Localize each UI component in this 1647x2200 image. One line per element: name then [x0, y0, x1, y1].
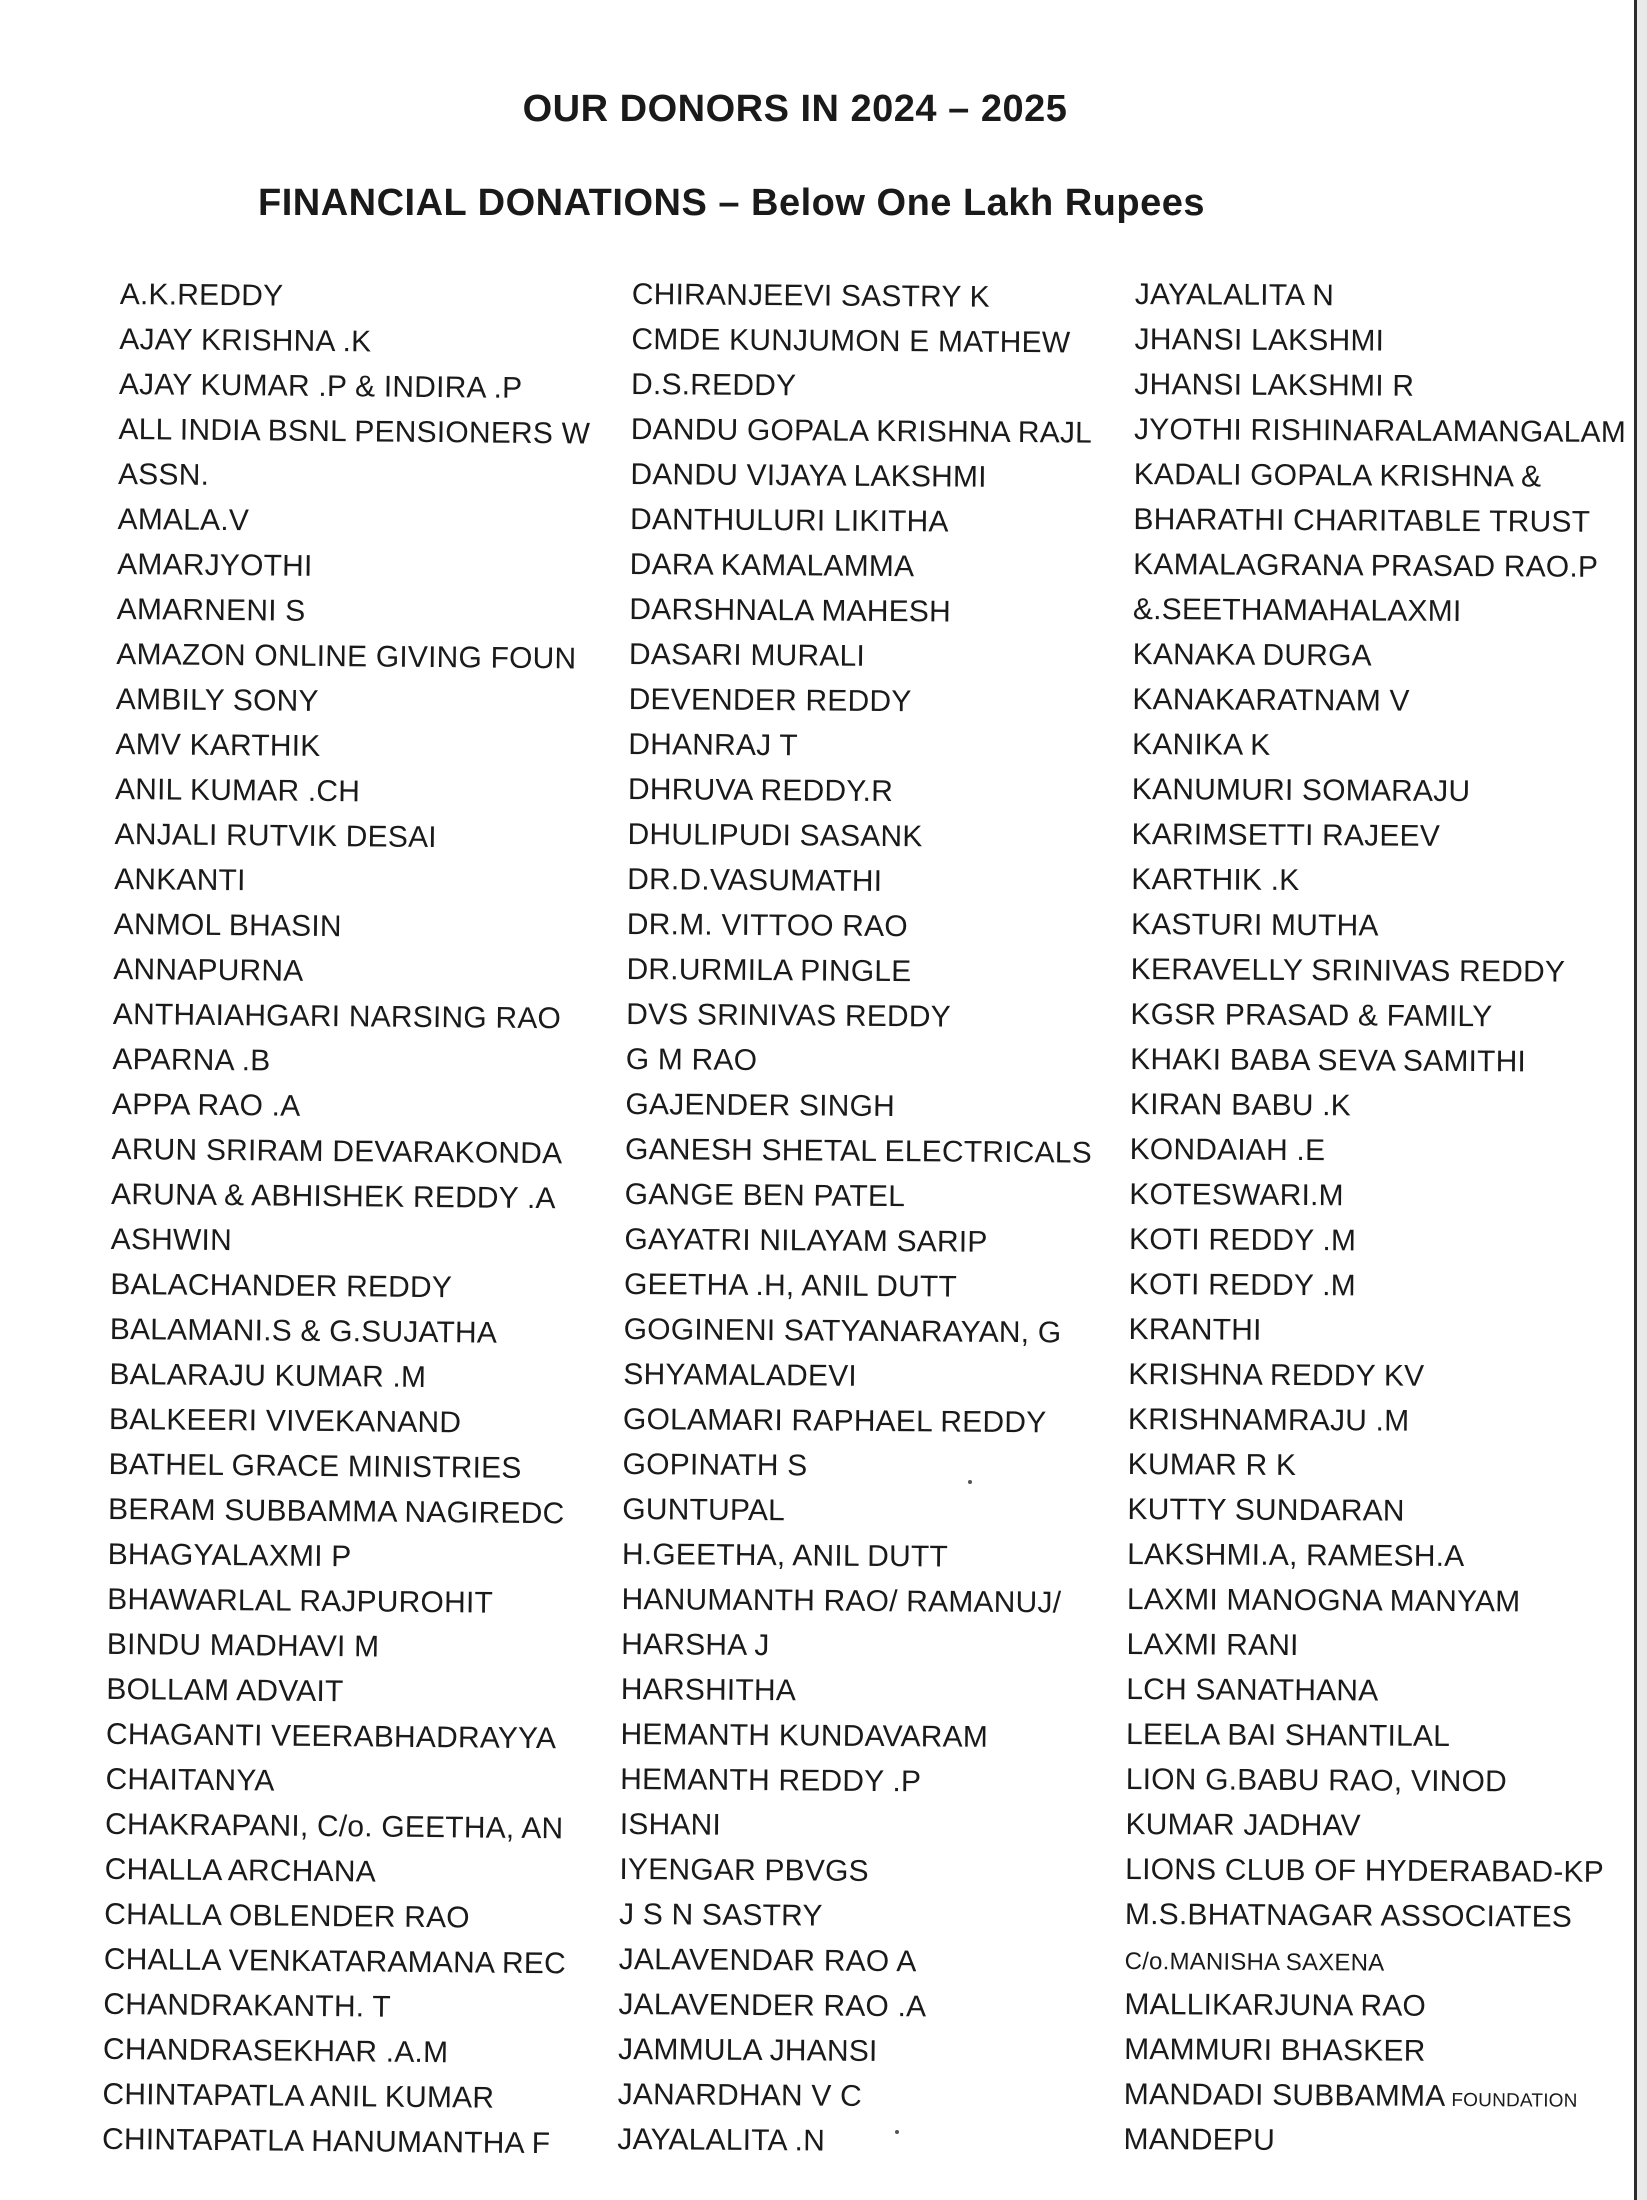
donor-name — [106, 1667, 584, 1717]
scan-speck — [895, 2130, 899, 2134]
donor-name — [626, 992, 1096, 1041]
donor-name — [1131, 812, 1623, 860]
donor-name — [618, 1982, 1088, 2031]
donor-name-text: G M RAO — [625, 1042, 758, 1078]
donor-name-text: HARSHITHA — [620, 1672, 797, 1708]
donor-name — [619, 1847, 1089, 1896]
page-edge-line — [1634, 0, 1637, 2200]
donor-name — [624, 1217, 1094, 1266]
donor-name — [119, 362, 597, 412]
donor-name-text: KRISHNAMRAJU .M — [1127, 1402, 1410, 1438]
donor-name-text: DHRUVA REDDY.R — [627, 772, 894, 809]
donor-name — [622, 1487, 1092, 1536]
donor-name — [628, 677, 1098, 726]
donor-name — [1134, 407, 1626, 455]
donor-name — [1133, 497, 1625, 545]
donor-name-text: ANIL KUMAR .CH — [114, 772, 361, 809]
donor-name — [114, 902, 592, 952]
donor-name — [618, 2027, 1088, 2076]
donor-name — [111, 1127, 589, 1177]
donor-name-text: DANDU GOPALA KRISHNA RAJL — [630, 412, 1093, 450]
donor-name-text: HEMANTH KUNDAVARAM — [620, 1717, 989, 1754]
donor-name-text: LAXMI RANI — [1126, 1627, 1299, 1663]
donor-name — [625, 1082, 1095, 1131]
donor-name-text: KASTURI MUTHA — [1130, 907, 1379, 943]
donor-name — [1127, 1577, 1619, 1625]
donor-name-text: H.GEETHA, ANIL DUTT — [621, 1537, 949, 1574]
donor-name-text: LAKSHMI.A, RAMESH.A — [1127, 1537, 1465, 1574]
donor-name-text: CHANDRASEKHAR .A.M — [102, 2032, 449, 2070]
donor-name — [1128, 1397, 1620, 1445]
donor-name — [1123, 2117, 1615, 2165]
donor-name — [110, 1262, 588, 1312]
donor-name — [114, 812, 592, 862]
donor-name — [627, 902, 1097, 951]
donor-name — [1129, 1172, 1621, 1220]
donor-name-text: KOTI REDDY .M — [1128, 1267, 1356, 1303]
donor-name — [627, 857, 1097, 906]
donor-name — [623, 1397, 1093, 1446]
donor-name-text: MAMMURI BHASKER — [1124, 2032, 1426, 2068]
donor-name — [116, 677, 594, 727]
donor-column-2 — [617, 272, 1102, 2166]
donor-name-text: APARNA .B — [112, 1042, 271, 1078]
donor-name-text: &.SEETHAMAHALAXMI — [1132, 592, 1462, 628]
donor-name — [103, 1982, 581, 2032]
donor-name — [120, 272, 598, 322]
donor-name-text: LION G.BABU RAO, VINOD — [1125, 1762, 1508, 1799]
donor-name — [1130, 1082, 1622, 1130]
donor-name-text: JALAVENDER RAO .A — [618, 1987, 927, 2024]
donor-name — [105, 1802, 583, 1852]
donor-name-text: GUNTUPAL — [622, 1492, 786, 1528]
donor-name-text: LEELA BAI SHANTILAL — [1125, 1717, 1451, 1753]
donor-name-text: ANTHAIAHGARI NARSING RAO — [112, 997, 562, 1036]
donor-name-text: KERAVELLY SRINIVAS REDDY — [1130, 952, 1566, 989]
donor-name-text: CHAGANTI VEERABHADRAYYA — [105, 1717, 557, 1756]
donor-name-text: CHINTAPATLA HANUMANTHA F — [101, 2122, 551, 2161]
donor-name — [115, 767, 593, 817]
donor-column-1 — [102, 272, 598, 2167]
donor-name-text: ARUNA & ABHISHEK REDDY .A — [110, 1177, 556, 1216]
donor-name-text: KHAKI BABA SEVA SAMITHI — [1130, 1042, 1527, 1079]
donor-name — [118, 452, 596, 502]
donor-name-text: M.S.BHATNAGAR ASSOCIATES — [1124, 1897, 1573, 1934]
foundation-suffix: FOUNDATION — [1451, 2089, 1578, 2112]
donor-name-text: DARSHNALA MAHESH — [629, 592, 952, 629]
donor-name-text: KIRAN BABU .K — [1129, 1087, 1352, 1123]
donor-name-text: LAXMI MANOGNA MANYAM — [1126, 1582, 1521, 1619]
donor-name — [1132, 722, 1624, 770]
donor-name — [631, 362, 1101, 411]
page-subtitle: FINANCIAL DONATIONS – Below One Lakh Rupees — [258, 182, 1205, 224]
donor-name — [1131, 902, 1623, 950]
donor-name — [107, 1577, 585, 1627]
donor-name — [1131, 947, 1623, 995]
donor-name-text: KRANTHI — [1128, 1312, 1262, 1347]
donor-name-text: BALKEERI VIVEKANAND — [108, 1402, 462, 1440]
donor-name — [623, 1352, 1093, 1401]
donor-name — [619, 1892, 1089, 1941]
donor-name — [112, 1082, 590, 1132]
donor-name-text: J S N SASTRY — [618, 1897, 823, 1933]
donor-name — [1132, 767, 1624, 815]
donor-name — [119, 317, 597, 367]
donor-name — [625, 1127, 1095, 1176]
donor-name — [1130, 992, 1622, 1040]
donor-name-text: ANJALI RUTVIK DESAI — [114, 817, 437, 855]
donor-name-text: AMARJYOTHI — [117, 547, 313, 583]
donor-name-text: JANARDHAN V C — [617, 2077, 863, 2113]
donor-name-text: BALARAJU KUMAR .M — [109, 1357, 427, 1394]
donor-name — [1127, 1532, 1619, 1580]
donor-name — [107, 1622, 585, 1672]
donor-name-text: SHYAMALADEVI — [623, 1357, 858, 1393]
donor-name — [619, 1937, 1089, 1986]
donor-name-text: CHINTAPATLA ANIL KUMAR — [102, 2077, 495, 2115]
donor-name-text: ASHWIN — [110, 1222, 233, 1258]
donor-name-text: ANNAPURNA — [113, 952, 304, 988]
donor-name — [112, 1037, 590, 1087]
donor-name-text: CHANDRAKANTH. T — [103, 1987, 391, 2024]
donor-name — [113, 947, 591, 997]
donor-name — [622, 1442, 1092, 1491]
donor-name — [1129, 1262, 1621, 1310]
donor-name — [110, 1217, 588, 1267]
donor-name — [1133, 587, 1625, 635]
donor-name — [104, 1847, 582, 1897]
donor-name-text: LIONS CLUB OF HYDERABAD-KP — [1125, 1852, 1604, 1889]
donor-name-text: JAYALALITA .N — [617, 2122, 826, 2158]
donor-name — [110, 1307, 588, 1357]
donor-name-text: KUTTY SUNDARAN — [1127, 1492, 1405, 1528]
donor-name-text: ASSN. — [117, 457, 210, 492]
donor-name — [627, 812, 1097, 861]
donor-name — [622, 1532, 1092, 1581]
donor-name-text: AMARNENI S — [116, 592, 306, 628]
donor-name — [114, 857, 592, 907]
donor-name — [621, 1577, 1091, 1626]
donor-name — [1124, 1982, 1616, 2030]
donor-name-text: GOLAMARI RAPHAEL REDDY — [622, 1402, 1047, 1440]
donor-name-text: BALAMANI.S & G.SUJATHA — [109, 1312, 498, 1350]
donor-name-text: ANKANTI — [114, 862, 246, 898]
page-edge-shadow — [1637, 0, 1647, 2200]
donor-name — [1125, 1892, 1617, 1940]
donor-name — [632, 272, 1102, 321]
donor-name-text: DANDU VIJAYA LAKSHMI — [630, 457, 987, 494]
donor-name-text: DANTHULURI LIKITHA — [629, 502, 949, 539]
donor-name-text: GEETHA .H, ANIL DUTT — [623, 1267, 958, 1304]
donor-name-text: ISHANI — [619, 1807, 722, 1842]
page-title: OUR DONORS IN 2024 – 2025 — [522, 88, 1068, 130]
donor-name — [1134, 317, 1626, 365]
donor-name — [102, 2117, 580, 2167]
donor-name — [1125, 1802, 1617, 1850]
donor-name-text: DR.D.VASUMATHI — [627, 862, 883, 898]
donor-name — [1128, 1442, 1620, 1490]
donor-name — [108, 1487, 586, 1537]
donor-name — [629, 587, 1099, 636]
donor-name-text: KGSR PRASAD & FAMILY — [1130, 997, 1493, 1034]
donor-name-text: ALL INDIA BSNL PENSIONERS W — [118, 412, 591, 451]
donor-name-text: AMBILY SONY — [115, 682, 319, 718]
donor-name — [1134, 452, 1626, 500]
donor-column-3 — [1123, 272, 1627, 2165]
donor-name — [115, 722, 593, 772]
donor-name — [620, 1757, 1090, 1806]
donor-name — [102, 2072, 580, 2122]
donor-name-text: AMV KARTHIK — [115, 727, 321, 763]
donor-name-text: JAMMULA JHANSI — [617, 2032, 878, 2068]
donor-name-text: MANDADI SUBBAMMA — [1123, 2077, 1446, 2113]
donor-name-text: KANUMURI SOMARAJU — [1131, 772, 1471, 809]
donor-name-text: KOTESWARI.M — [1129, 1177, 1344, 1213]
donor-name — [626, 1037, 1096, 1086]
donor-name — [1127, 1487, 1619, 1535]
donor-name-text: BALACHANDER REDDY — [110, 1267, 453, 1305]
donor-name-text: KARTHIK .K — [1131, 862, 1300, 898]
donor-name-text: DHANRAJ T — [628, 727, 799, 763]
donor-name — [1135, 272, 1627, 320]
donor-name-text: GOPINATH S — [622, 1447, 808, 1483]
donor-name-text: CHALLA ARCHANA — [104, 1852, 377, 1889]
donor-name — [620, 1712, 1090, 1761]
donor-name — [1132, 677, 1624, 725]
donor-name-text: KUMAR JADHAV — [1125, 1807, 1361, 1843]
donor-name-text: DR.M. VITTOO RAO — [626, 907, 908, 944]
donor-name — [1126, 1622, 1618, 1670]
donor-name — [117, 587, 595, 637]
donor-name-text: JHANSI LAKSHMI R — [1134, 367, 1415, 403]
donor-name — [1125, 1937, 1617, 1985]
donor-name-text: KOTI REDDY .M — [1128, 1222, 1357, 1258]
donor-name — [109, 1352, 587, 1402]
donor-name-text: JHANSI LAKSHMI — [1134, 322, 1385, 358]
donor-name — [624, 1307, 1094, 1356]
donor-name — [624, 1262, 1094, 1311]
donor-name — [104, 1892, 582, 1942]
donor-name — [630, 542, 1100, 591]
donor-name — [628, 722, 1098, 771]
donor-name-text: KAMALAGRANA PRASAD RAO.P — [1133, 547, 1599, 584]
donor-name-text: KARIMSETTI RAJEEV — [1131, 817, 1441, 853]
donor-name — [625, 1172, 1095, 1221]
donor-name-text: DR.URMILA PINGLE — [626, 952, 912, 989]
donor-name — [106, 1712, 584, 1762]
donor-name-text: CMDE KUNJUMON E MATHEW — [631, 322, 1071, 360]
donor-name — [618, 2072, 1088, 2121]
donor-name-text: DVS SRINIVAS REDDY — [626, 997, 952, 1034]
donor-name-text: DASARI MURALI — [628, 637, 866, 673]
donor-name-text: KONDAIAH .E — [1129, 1132, 1326, 1168]
donor-name-text: CHAKRAPANI, C/o. GEETHA, AN — [104, 1807, 564, 1846]
donor-name-text: AMAZON ONLINE GIVING FOUN — [116, 637, 577, 676]
donor-name — [1134, 362, 1626, 410]
donor-name — [628, 767, 1098, 816]
donor-name — [1126, 1757, 1618, 1805]
donor-name — [621, 1667, 1091, 1716]
donor-name-text: GOGINENI SATYANARAYAN, G — [623, 1312, 1062, 1350]
donor-name-text: BHARATHI CHARITABLE TRUST — [1133, 502, 1591, 539]
donor-name-text: BATHEL GRACE MINISTRIES — [108, 1447, 522, 1485]
donor-name-text: DARA KAMALAMMA — [629, 547, 915, 584]
donor-name — [621, 1622, 1091, 1671]
donor-name-text: HARSHA J — [621, 1627, 770, 1663]
donor-name-text: DEVENDER REDDY — [628, 682, 912, 719]
donor-name-text: JALAVENDAR RAO A — [618, 1942, 917, 1979]
donor-name — [1126, 1712, 1618, 1760]
donor-name — [105, 1757, 583, 1807]
donor-name-text: HEMANTH REDDY .P — [620, 1762, 922, 1799]
donor-name — [1130, 1127, 1622, 1175]
donor-name — [109, 1397, 587, 1447]
donor-name — [1124, 2072, 1616, 2120]
donor-name — [1126, 1667, 1618, 1715]
donor-name-text: BHAWARLAL RAJPUROHIT — [107, 1582, 494, 1620]
donor-name — [111, 1172, 589, 1222]
donor-name-text: CHALLA VENKATARAMANA REC — [103, 1942, 567, 1981]
donor-name-text: BOLLAM ADVAIT — [106, 1672, 344, 1709]
donor-name-text: HANUMANTH RAO/ RAMANUJ/ — [621, 1582, 1062, 1620]
donor-name-text: MANDEPU — [1123, 2122, 1276, 2157]
donor-name — [1129, 1217, 1621, 1265]
donor-name — [1128, 1307, 1620, 1355]
donor-name-text: AJAY KRISHNA .K — [119, 322, 372, 359]
donor-name — [118, 407, 596, 457]
donor-name-text: KANAKA DURGA — [1132, 637, 1372, 673]
donor-name — [113, 992, 591, 1042]
donor-name-text: JYOTHI RISHINARALAMANGALAM — [1133, 412, 1627, 450]
donor-name-text: CHALLA OBLENDER RAO — [104, 1897, 470, 1935]
donor-name — [117, 497, 595, 547]
donor-name — [1133, 542, 1625, 590]
donor-name — [107, 1532, 585, 1582]
donor-name — [1131, 857, 1623, 905]
donor-name-text: KANAKARATNAM V — [1132, 682, 1410, 718]
donor-name-text: CHAITANYA — [105, 1762, 275, 1798]
donor-name-text: BHAGYALAXMI P — [107, 1537, 352, 1574]
donor-name — [1124, 2027, 1616, 2075]
donor-name — [617, 2117, 1087, 2166]
donor-name-text: GANGE BEN PATEL — [624, 1177, 906, 1214]
donor-name-text: LCH SANATHANA — [1126, 1672, 1379, 1708]
donor-name-text: MALLIKARJUNA RAO — [1124, 1987, 1427, 2023]
scan-speck — [968, 1480, 972, 1484]
donor-name-text: ANMOL BHASIN — [113, 907, 342, 944]
donor-name-text: GAJENDER SINGH — [625, 1087, 896, 1124]
donor-name-text: KUMAR R K — [1127, 1447, 1297, 1483]
donor-name-text: JAYALALITA N — [1134, 277, 1335, 313]
donor-name — [626, 947, 1096, 996]
donor-name — [1128, 1352, 1620, 1400]
donor-name-text: KRISHNA REDDY KV — [1128, 1357, 1425, 1393]
donor-name — [1125, 1847, 1617, 1895]
donor-name-text: APPA RAO .A — [111, 1087, 301, 1123]
donor-name-text: KANIKA K — [1132, 727, 1271, 762]
donor-name-text: IYENGAR PBVGS — [619, 1852, 869, 1888]
donor-name-text: AJAY KUMAR .P & INDIRA .P — [118, 367, 523, 405]
donor-name — [629, 632, 1099, 681]
donor-name — [104, 1937, 582, 1987]
donor-name-text: BERAM SUBBAMMA NAGIREDC — [107, 1492, 565, 1531]
donor-name — [108, 1442, 586, 1492]
donor-name-text: DHULIPUDI SASANK — [627, 817, 923, 854]
donor-name-text: CHIRANJEEVI SASTRY K — [631, 277, 990, 314]
donor-name-text: ARUN SRIRAM DEVARAKONDA — [111, 1132, 563, 1171]
donor-name — [116, 632, 594, 682]
donor-name — [1133, 632, 1625, 680]
donor-name — [103, 2027, 581, 2077]
donor-name-text: A.K.REDDY — [119, 277, 284, 313]
donor-name-text: C/o.MANISHA SAXENA — [1124, 1947, 1385, 1977]
donor-name — [630, 497, 1100, 546]
donor-name — [117, 542, 595, 592]
donor-name-text: D.S.REDDY — [630, 367, 797, 403]
donor-name-text: GANESH SHETAL ELECTRICALS — [624, 1132, 1093, 1170]
donor-name-text: GAYATRI NILAYAM SARIP — [624, 1222, 988, 1259]
donor-name — [620, 1802, 1090, 1851]
donor-name-text: KADALI GOPALA KRISHNA & — [1133, 457, 1542, 494]
donor-name — [631, 407, 1101, 456]
donor-name — [630, 452, 1100, 501]
donor-name — [1130, 1037, 1622, 1085]
donor-name-text: BINDU MADHAVI M — [106, 1627, 380, 1664]
donor-name — [631, 317, 1101, 366]
donor-name-text: AMALA.V — [117, 502, 250, 538]
